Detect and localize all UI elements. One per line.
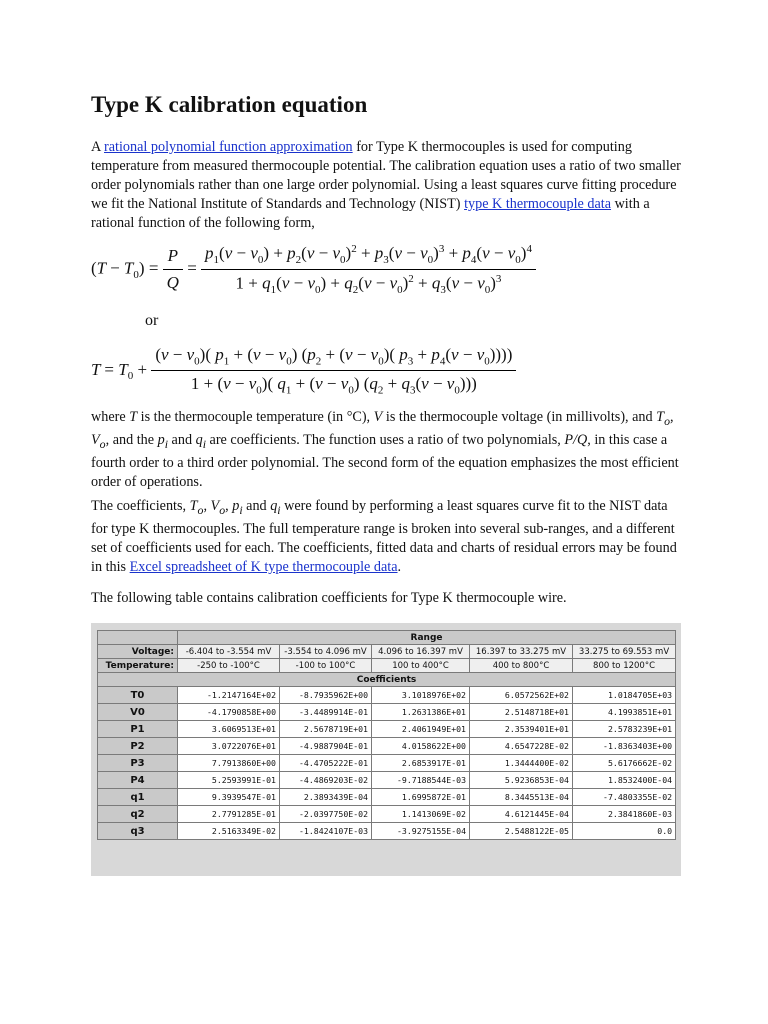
coefficient-value: 4.0158622E+00 bbox=[372, 738, 470, 755]
coefficient-value: 0.0 bbox=[573, 823, 676, 840]
coefficients-table-image bbox=[91, 623, 681, 876]
var-PQ: P/Q bbox=[564, 431, 588, 448]
equation-rational-form: $(T - T_0)$ = $\frac{P}{Q}$ = $\frac{p_1(v - v_0) + p_2(v - v_0)^2 + p_3(v - v_0)^3 + p_4(v - v_0)^4}{1 + q_1(v - v_0) + q_2(v - v_0)^2 + q_3(v - v_0)^3}$ bbox=[91, 243, 536, 296]
text: where bbox=[91, 409, 130, 425]
coefficient-value: -4.9887904E-01 bbox=[280, 738, 372, 755]
temperature-row bbox=[98, 659, 676, 673]
coefficient-value: -4.1790858E+00 bbox=[178, 704, 280, 721]
var-T: T bbox=[129, 409, 138, 425]
coefficients-header: Coefficients bbox=[98, 673, 676, 687]
text: were found by performing a least squares curve fit to the NIST data for type K thermocouples. The full temperature range is broken into several sub-ranges, and a different set of coefficients used for each. The coefficients, fitted data and charts of residual errors may be found in this bbox=[91, 498, 677, 575]
coefficient-value: 3.6069513E+01 bbox=[178, 721, 280, 738]
coefficient-value: -2.0397750E-02 bbox=[280, 806, 372, 823]
equation-nested-form: $T = T_0$ + $\frac{(v - v_0)( p_1 + (v - v_0) (p_2 + (v - v_0)( p_3 + p_4(v - v_0))))}{1 + (v - v_0)( q_1 + (v - v_0) (q_2 + q_3(v - v_0)))}$ bbox=[91, 345, 516, 397]
coefficient-row bbox=[98, 704, 676, 721]
sub: o bbox=[197, 502, 204, 517]
coefficient-value: 2.5163349E-02 bbox=[178, 823, 280, 840]
coefficient-label: P3 bbox=[98, 755, 178, 772]
text: A bbox=[91, 139, 105, 155]
variables-paragraph bbox=[91, 408, 686, 492]
coefficient-value: 1.2631386E+01 bbox=[372, 704, 470, 721]
coefficient-row bbox=[98, 721, 676, 738]
coefficient-value: 2.5678719E+01 bbox=[280, 721, 372, 738]
rational-polynomial-link[interactable]: rational polynomial function approximation bbox=[104, 139, 353, 155]
page-title: Type K calibration equation bbox=[91, 92, 368, 117]
text: , and the bbox=[105, 431, 158, 448]
coefficient-label: q2 bbox=[98, 806, 178, 823]
coefficient-row bbox=[98, 738, 676, 755]
sub: i bbox=[239, 502, 243, 517]
voltage-cell: 16.397 to 33.275 mV bbox=[470, 645, 573, 659]
coefficient-value: -4.4869203E-02 bbox=[280, 772, 372, 789]
coefficient-value: 2.7791285E-01 bbox=[178, 806, 280, 823]
coefficient-label: P2 bbox=[98, 738, 178, 755]
coefficient-value: 4.6547228E-02 bbox=[470, 738, 573, 755]
var-To: T bbox=[189, 498, 198, 514]
temperature-label: Temperature: bbox=[98, 659, 178, 673]
text: , bbox=[669, 409, 674, 425]
var-pi: p bbox=[157, 431, 165, 448]
coefficient-value: 2.3841860E-03 bbox=[573, 806, 676, 823]
coefficients-header-row bbox=[98, 673, 676, 687]
coefficient-label: P4 bbox=[98, 772, 178, 789]
coefficient-value: 2.4061949E+01 bbox=[372, 721, 470, 738]
coefficient-row bbox=[98, 823, 676, 840]
coefficient-value: 2.3539401E+01 bbox=[470, 721, 573, 738]
sub: i bbox=[277, 502, 281, 517]
coefficient-value: -9.7188544E-03 bbox=[372, 772, 470, 789]
coefficient-value: 4.6121445E-04 bbox=[470, 806, 573, 823]
coefficient-value: 7.7913860E+00 bbox=[178, 755, 280, 772]
coefficient-value: -4.4705222E-01 bbox=[280, 755, 372, 772]
coefficient-value: 3.0722076E+01 bbox=[178, 738, 280, 755]
coefficient-row bbox=[98, 755, 676, 772]
sub: o bbox=[219, 502, 226, 517]
coefficient-value: 1.1413069E-02 bbox=[372, 806, 470, 823]
sub: i bbox=[164, 436, 168, 451]
var-V: V bbox=[373, 409, 383, 425]
voltage-cell: -3.554 to 4.096 mV bbox=[280, 645, 372, 659]
coefficient-value: 3.1018976E+02 bbox=[372, 687, 470, 704]
var-To: T bbox=[656, 409, 665, 425]
coefficient-label: V0 bbox=[98, 704, 178, 721]
temperature-cell: 800 to 1200°C bbox=[573, 659, 676, 673]
coefficient-value: 1.3444400E-02 bbox=[470, 755, 573, 772]
text: for Type K thermocouples is used for computing temperature from measured thermocouple potential. The calibration equation uses a ratio of two smaller order polynomials rather than one large order polynomial. Using a least squares curve fitting procedure we fit the National Institute of Standards and Technology (NIST) bbox=[91, 139, 681, 212]
sub: o bbox=[99, 436, 106, 451]
blank-cell bbox=[98, 631, 178, 645]
coefficient-value: 4.1993851E+01 bbox=[573, 704, 676, 721]
table-body bbox=[98, 631, 676, 840]
coefficient-value: 1.8532400E-04 bbox=[573, 772, 676, 789]
var-qi: q bbox=[195, 431, 203, 448]
text: and bbox=[168, 431, 196, 448]
coefficient-value: 1.6995872E-01 bbox=[372, 789, 470, 806]
voltage-cell: -6.404 to -3.554 mV bbox=[178, 645, 280, 659]
coefficient-value: 5.9236853E-04 bbox=[470, 772, 573, 789]
coefficient-row bbox=[98, 789, 676, 806]
voltage-row bbox=[98, 645, 676, 659]
coefficient-label: T0 bbox=[98, 687, 178, 704]
text: The coefficients, bbox=[91, 498, 190, 514]
coefficient-label: q1 bbox=[98, 789, 178, 806]
voltage-cell: 33.275 to 69.553 mV bbox=[573, 645, 676, 659]
sub: o bbox=[664, 413, 670, 428]
text: are coefficients. The function uses a ratio of two polynomials, bbox=[205, 431, 565, 448]
coefficient-label: q3 bbox=[98, 823, 178, 840]
coefficient-value: -1.8363403E+00 bbox=[573, 738, 676, 755]
coefficient-value: -8.7935962E+00 bbox=[280, 687, 372, 704]
coefficient-value: 2.3893439E-04 bbox=[280, 789, 372, 806]
text: is the thermocouple voltage (in millivolts), and bbox=[382, 409, 657, 425]
type-k-data-link[interactable]: type K thermocouple data bbox=[464, 196, 612, 212]
coefficient-row bbox=[98, 687, 676, 704]
coefficient-label: P1 bbox=[98, 721, 178, 738]
var-Vo: V bbox=[91, 431, 100, 448]
coefficient-value: 5.6176662E-02 bbox=[573, 755, 676, 772]
text: with a rational function of the following form, bbox=[91, 196, 650, 231]
text: . bbox=[397, 558, 402, 575]
coefficient-value: 2.5488122E-05 bbox=[470, 823, 573, 840]
coefficient-value: -1.2147164E+02 bbox=[178, 687, 280, 704]
var-Vo: V bbox=[210, 498, 220, 514]
table-intro-paragraph: The following table contains calibration coefficients for Type K thermocouple wire. bbox=[91, 590, 567, 606]
text: , in this case a fourth order to a third order polynomial. The second form of the equation emphasizes the most efficient order of operations. bbox=[91, 431, 679, 490]
sub: i bbox=[202, 436, 206, 451]
coefficients-paragraph bbox=[91, 497, 686, 577]
text: , bbox=[203, 498, 211, 514]
var-qi: q bbox=[270, 498, 278, 514]
excel-spreadsheet-link[interactable]: Excel spreadsheet of K type thermocouple data bbox=[129, 558, 398, 575]
coefficient-value: 2.5148718E+01 bbox=[470, 704, 573, 721]
coefficient-value: 1.0184705E+03 bbox=[573, 687, 676, 704]
temperature-cell: 100 to 400°C bbox=[372, 659, 470, 673]
coefficient-value: -3.9275155E-04 bbox=[372, 823, 470, 840]
temperature-cell: 400 to 800°C bbox=[470, 659, 573, 673]
coefficient-value: -7.4803355E-02 bbox=[573, 789, 676, 806]
text: and bbox=[242, 498, 271, 514]
voltage-cell: 4.096 to 16.397 mV bbox=[372, 645, 470, 659]
coefficient-value: 5.2593991E-01 bbox=[178, 772, 280, 789]
var-pi: p bbox=[232, 498, 240, 514]
intro-paragraph bbox=[91, 138, 686, 233]
temperature-cell: -250 to -100°C bbox=[178, 659, 280, 673]
or-text: or bbox=[145, 312, 159, 329]
text: is the thermocouple temperature (in °C), bbox=[137, 409, 374, 425]
coefficient-value: -1.8424107E-03 bbox=[280, 823, 372, 840]
range-header: Range bbox=[178, 631, 676, 645]
text: , bbox=[225, 498, 233, 514]
range-header-row bbox=[98, 631, 676, 645]
coefficient-value: 9.3939547E-01 bbox=[178, 789, 280, 806]
coefficient-value: 2.6853917E-01 bbox=[372, 755, 470, 772]
coefficient-value: 6.0572562E+02 bbox=[470, 687, 573, 704]
coefficients-table bbox=[97, 630, 676, 840]
coefficient-value: 2.5783239E+01 bbox=[573, 721, 676, 738]
temperature-cell: -100 to 100°C bbox=[280, 659, 372, 673]
coefficient-row bbox=[98, 806, 676, 823]
voltage-label: Voltage: bbox=[98, 645, 178, 659]
coefficient-row bbox=[98, 772, 676, 789]
coefficient-value: -3.4489914E-01 bbox=[280, 704, 372, 721]
coefficient-value: 8.3445513E-04 bbox=[470, 789, 573, 806]
